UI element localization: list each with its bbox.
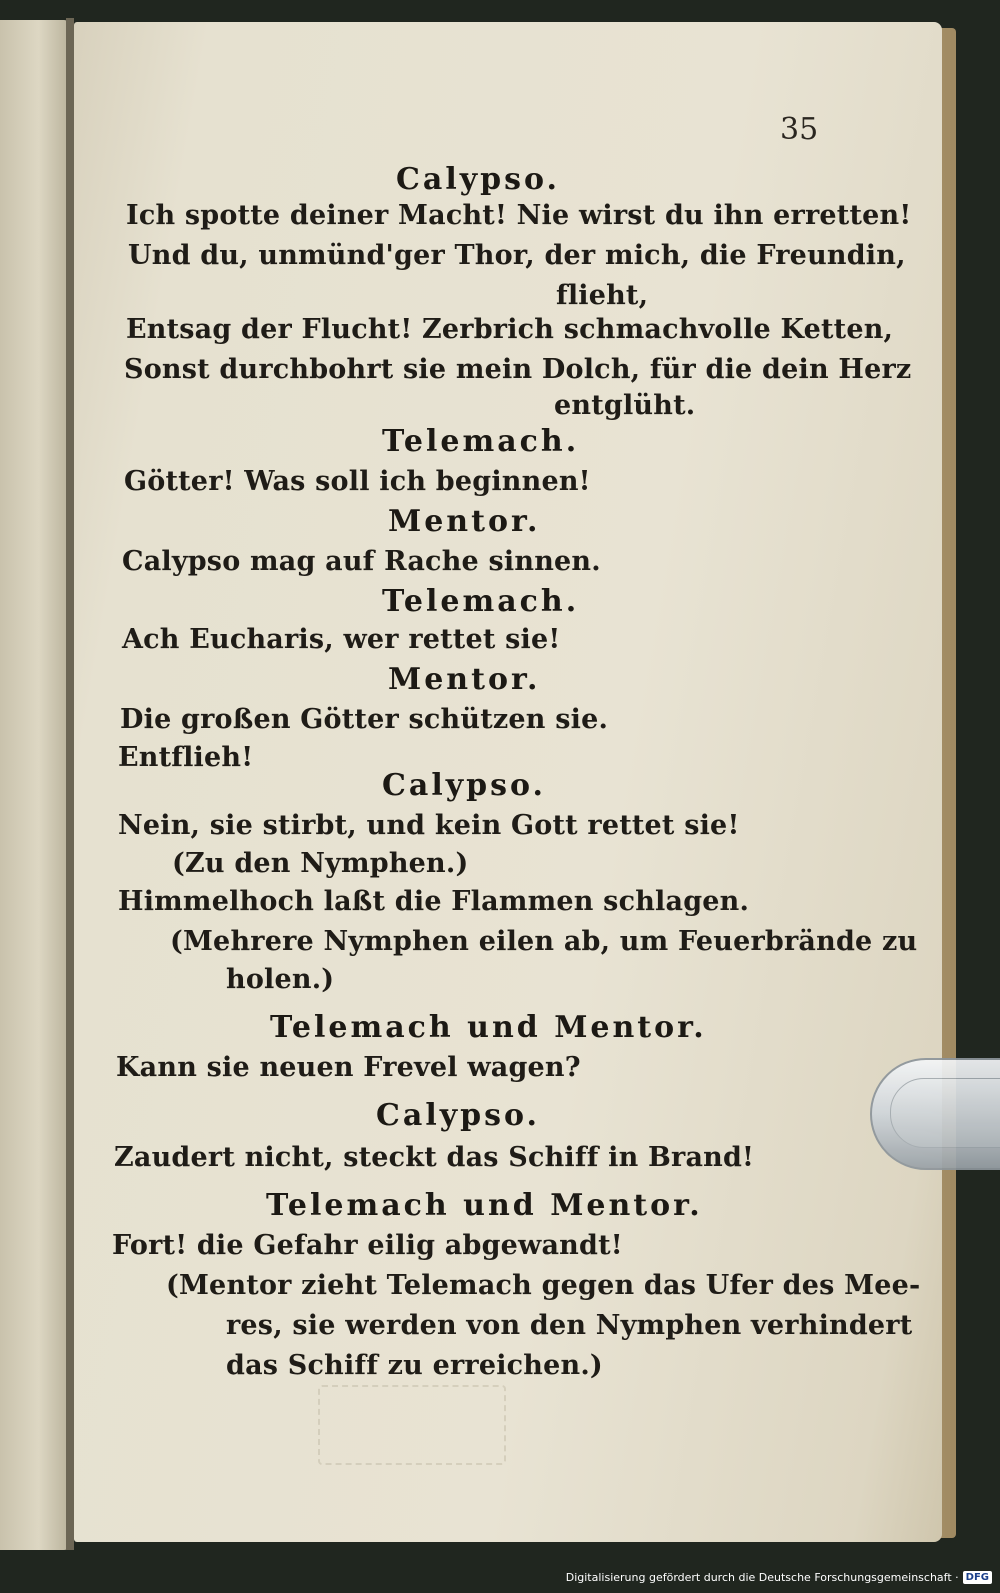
speaker-mentor: Mentor. bbox=[388, 662, 541, 697]
verse-line: entglüht. bbox=[554, 390, 696, 421]
verse-line: Ach Eucharis, wer rettet sie! bbox=[122, 624, 561, 655]
verse-line: Die großen Götter schützen sie. bbox=[120, 704, 609, 735]
verse-line: Zaudert nicht, steckt das Schiff in Brand! bbox=[114, 1142, 755, 1173]
speaker-mentor: Mentor. bbox=[388, 504, 541, 539]
speaker-calypso: Calypso. bbox=[382, 768, 546, 803]
speaker-telemach: Telemach. bbox=[382, 424, 580, 459]
verse-line: Kann sie neuen Frevel wagen? bbox=[116, 1052, 581, 1083]
faded-library-stamp bbox=[318, 1385, 506, 1465]
speaker-telemach-und-mentor: Telemach und Mentor. bbox=[270, 1010, 707, 1045]
speaker-calypso: Calypso. bbox=[396, 162, 560, 197]
stage-direction: res, sie werden von den Nymphen verhindert bbox=[226, 1310, 913, 1341]
stage-direction: (Mentor zieht Telemach gegen das Ufer des Mee- bbox=[166, 1270, 921, 1301]
page-number: 35 bbox=[780, 112, 819, 147]
verse-line: Sonst durchbohrt sie mein Dolch, für die dein Herz bbox=[124, 354, 912, 385]
verse-line: Himmelhoch laßt die Flammen schlagen. bbox=[118, 886, 750, 917]
speaker-telemach-und-mentor: Telemach und Mentor. bbox=[266, 1188, 703, 1223]
stage-direction: das Schiff zu erreichen.) bbox=[226, 1350, 603, 1381]
page-clip bbox=[870, 1058, 1000, 1170]
stage-direction: (Mehrere Nymphen eilen ab, um Feuerbrände zu bbox=[170, 926, 918, 957]
verse-line: Und du, unmünd'ger Thor, der mich, die Freundin, bbox=[128, 240, 906, 271]
digitization-credit bbox=[566, 1567, 992, 1587]
speaker-telemach: Telemach. bbox=[382, 584, 580, 619]
verse-line: Fort! die Gefahr eilig abgewandt! bbox=[112, 1230, 623, 1261]
dfg-logo: DFG bbox=[963, 1571, 992, 1584]
verse-line: Ich spotte deiner Macht! Nie wirst du ihn erretten! bbox=[126, 200, 912, 231]
verse-line: flieht, bbox=[556, 280, 649, 311]
verse-line: Entsag der Flucht! Zerbrich schmachvolle Ketten, bbox=[126, 314, 894, 345]
stage-direction: (Zu den Nymphen.) bbox=[172, 848, 469, 879]
speaker-calypso: Calypso. bbox=[376, 1098, 540, 1133]
verse-line: Götter! Was soll ich beginnen! bbox=[124, 466, 591, 497]
book-gutter bbox=[66, 18, 74, 1550]
credit-text: Digitalisierung gefördert durch die Deutsche Forschungsgemeinschaft · bbox=[565, 1570, 959, 1584]
verse-line: Entflieh! bbox=[118, 742, 254, 773]
stage-direction: holen.) bbox=[226, 964, 335, 995]
left-page-edge bbox=[0, 20, 70, 1550]
verse-line: Nein, sie stirbt, und kein Gott rettet sie! bbox=[118, 810, 740, 841]
verse-line: Calypso mag auf Rache sinnen. bbox=[122, 546, 601, 577]
